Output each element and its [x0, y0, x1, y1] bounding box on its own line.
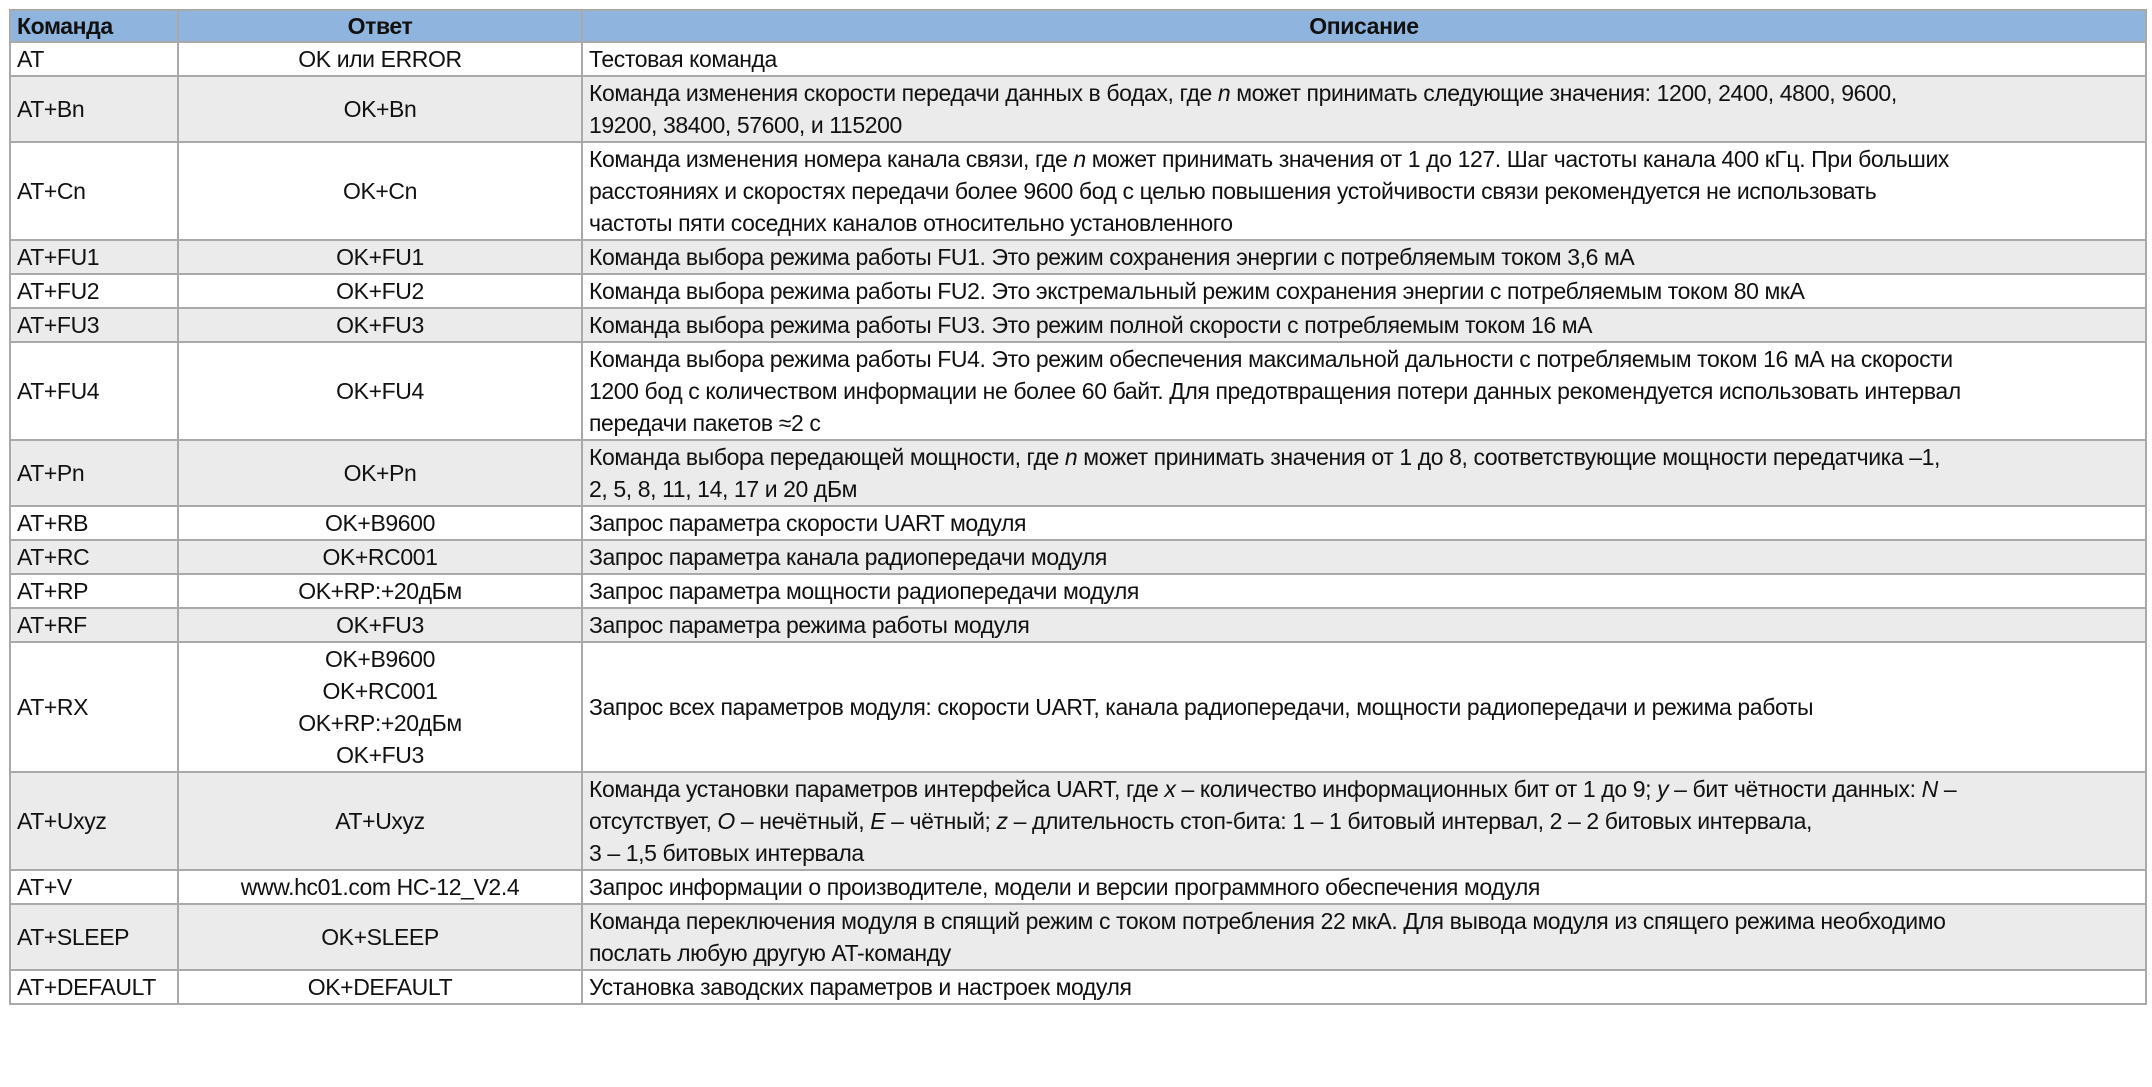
command-cell: AT: [10, 42, 178, 76]
table-row: [10, 342, 2146, 440]
table-row: [10, 970, 2146, 1004]
description-line: частоты пяти соседних каналов относительно установленного: [589, 210, 1233, 236]
command-cell: AT+FU2: [10, 274, 178, 308]
table-row: [10, 76, 2146, 142]
command-cell: AT+DEFAULT: [10, 970, 178, 1004]
command-cell: AT+SLEEP: [10, 904, 178, 970]
description-cell: [582, 904, 2146, 970]
description-line: Команда изменения скорости передачи данных в бодах, где n может принимать следующие значения: 1200, 2400, 4800, 9600,: [589, 80, 1897, 106]
response-line: OK+RP:+20дБм: [298, 710, 462, 736]
response-cell: [178, 870, 582, 904]
response-cell: [178, 772, 582, 870]
response-cell: [178, 440, 582, 506]
description-cell: [582, 342, 2146, 440]
response-cell: [178, 608, 582, 642]
response-line: OK+FU2: [336, 278, 424, 304]
command-cell: AT+FU3: [10, 308, 178, 342]
description-cell: [582, 308, 2146, 342]
response-cell: [178, 42, 582, 76]
description-line: Запрос параметра канала радиопередачи модуля: [589, 544, 1107, 570]
description-line: отсутствует, O – нечётный, E – чётный; z – длительность стоп-бита: 1 – 1 битовый интервал, 2 – 2 битовых интервала,: [589, 808, 1813, 834]
response-cell: [178, 904, 582, 970]
command-cell: AT+RB: [10, 506, 178, 540]
table-row: [10, 772, 2146, 870]
description-cell: [582, 540, 2146, 574]
table-row: [10, 308, 2146, 342]
response-line: OK+SLEEP: [321, 924, 439, 950]
description-cell: [582, 772, 2146, 870]
response-line: OK+Cn: [342, 178, 418, 204]
response-line: OK+RC001: [322, 544, 438, 570]
description-cell: [582, 42, 2146, 76]
description-line: Запрос всех параметров модуля: скорости UART, канала радиопередачи, мощности радиопередачи и режима работы: [589, 694, 1814, 720]
response-line: OK+Bn: [343, 96, 417, 122]
description-cell: [582, 870, 2146, 904]
at-commands-table: [9, 9, 2147, 1005]
response-line: OK+FU3: [336, 742, 424, 768]
description-line: послать любую другую AT-команду: [589, 940, 951, 966]
response-cell: [178, 142, 582, 240]
command-cell: AT+Bn: [10, 76, 178, 142]
table-row: [10, 440, 2146, 506]
description-line: Команда выбора режима работы FU1. Это режим сохранения энергии с потребляемым током 3,6 мА: [589, 244, 1635, 270]
at-commands-table-wrapper: [9, 9, 2145, 1005]
header-description: Описание: [582, 10, 2146, 42]
response-line: OK+B9600: [325, 646, 435, 672]
description-line: передачи пакетов ≈2 с: [589, 410, 821, 436]
command-cell: AT+RF: [10, 608, 178, 642]
table-body: [10, 42, 2146, 1004]
table-row: [10, 608, 2146, 642]
header-response: Ответ: [178, 10, 582, 42]
response-cell: [178, 76, 582, 142]
table-row: [10, 506, 2146, 540]
table-row: [10, 274, 2146, 308]
response-cell: [178, 240, 582, 274]
header-command: Команда: [10, 10, 178, 42]
description-cell: [582, 970, 2146, 1004]
description-line: Запрос параметра скорости UART модуля: [589, 510, 1027, 536]
command-cell: AT+RX: [10, 642, 178, 772]
table-row: [10, 642, 2146, 772]
response-cell: [178, 970, 582, 1004]
description-line: 3 – 1,5 битовых интервала: [589, 840, 864, 866]
description-cell: [582, 76, 2146, 142]
description-line: Команда выбора передающей мощности, где n может принимать значения от 1 до 8, соответствующие мощности передатчика –1,: [589, 444, 1940, 470]
description-line: Команда выбора режима работы FU3. Это режим полной скорости с потребляемым током 16 мА: [589, 312, 1593, 338]
description-cell: [582, 240, 2146, 274]
command-cell: AT+V: [10, 870, 178, 904]
response-cell: [178, 342, 582, 440]
description-line: Запрос параметра режима работы модуля: [589, 612, 1030, 638]
description-line: расстояниях и скоростях передачи более 9600 бод с целью повышения устойчивости связи рекомендуется не использовать: [589, 178, 1877, 204]
description-line: Запрос информации о производителе, модели и версии программного обеспечения модуля: [589, 874, 1540, 900]
description-line: 1200 бод с количеством информации не более 60 байт. Для предотвращения потери данных рекомендуется использовать интервал: [589, 378, 1961, 404]
description-cell: [582, 642, 2146, 772]
response-line: OK+Pn: [343, 460, 417, 486]
description-line: Установка заводских параметров и настроек модуля: [589, 974, 1132, 1000]
description-cell: [582, 274, 2146, 308]
response-line: OK+FU4: [336, 378, 424, 404]
response-cell: [178, 308, 582, 342]
table-row: [10, 870, 2146, 904]
response-cell: [178, 642, 582, 772]
response-line: www.hc01.com HC-12_V2.4: [240, 874, 520, 900]
description-line: Запрос параметра мощности радиопередачи модуля: [589, 578, 1139, 604]
description-cell: [582, 574, 2146, 608]
table-row: [10, 904, 2146, 970]
description-line: 19200, 38400, 57600, и 115200: [589, 112, 902, 138]
response-line: OK+RP:+20дБм: [298, 578, 462, 604]
table-row: [10, 240, 2146, 274]
response-line: OK+FU1: [336, 244, 424, 270]
response-line: OK или ERROR: [298, 46, 462, 72]
description-line: Команда установки параметров интерфейса UART, где x – количество информационных бит от 1 до 9; y – бит чётности данных: N –: [589, 776, 1957, 802]
response-cell: [178, 506, 582, 540]
table-row: [10, 142, 2146, 240]
table-row: [10, 42, 2146, 76]
description-line: Команда выбора режима работы FU2. Это экстремальный режим сохранения энергии с потребляемым током 80 мкА: [589, 278, 1805, 304]
response-cell: [178, 274, 582, 308]
response-cell: [178, 574, 582, 608]
command-cell: AT+Pn: [10, 440, 178, 506]
response-line: OK+B9600: [325, 510, 435, 536]
response-line: OK+FU3: [336, 612, 424, 638]
command-cell: AT+RP: [10, 574, 178, 608]
description-cell: [582, 142, 2146, 240]
description-line: Команда переключения модуля в спящий режим с током потребления 22 мкА. Для вывода модуля из спящего режима необходимо: [589, 908, 1946, 934]
description-line: Тестовая команда: [589, 46, 777, 72]
table-row: [10, 540, 2146, 574]
description-line: Команда выбора режима работы FU4. Это режим обеспечения максимальной дальности с потребляемым током 16 мА на скорости: [589, 346, 1953, 372]
command-cell: AT+RC: [10, 540, 178, 574]
table-header-row: [10, 10, 2146, 42]
table-row: [10, 574, 2146, 608]
command-cell: AT+Cn: [10, 142, 178, 240]
response-line: OK+FU3: [336, 312, 424, 338]
response-line: OK+RC001: [322, 678, 438, 704]
description-line: 2, 5, 8, 11, 14, 17 и 20 дБм: [589, 476, 858, 502]
description-line: Команда изменения номера канала связи, где n может принимать значения от 1 до 127. Шаг частоты канала 400 кГц. При больших: [589, 146, 1949, 172]
command-cell: AT+FU4: [10, 342, 178, 440]
description-cell: [582, 608, 2146, 642]
response-cell: [178, 540, 582, 574]
command-cell: AT+FU1: [10, 240, 178, 274]
response-line: AT+Uxyz: [335, 808, 425, 834]
command-cell: AT+Uxyz: [10, 772, 178, 870]
response-line: OK+DEFAULT: [307, 974, 453, 1000]
description-cell: [582, 506, 2146, 540]
description-cell: [582, 440, 2146, 506]
